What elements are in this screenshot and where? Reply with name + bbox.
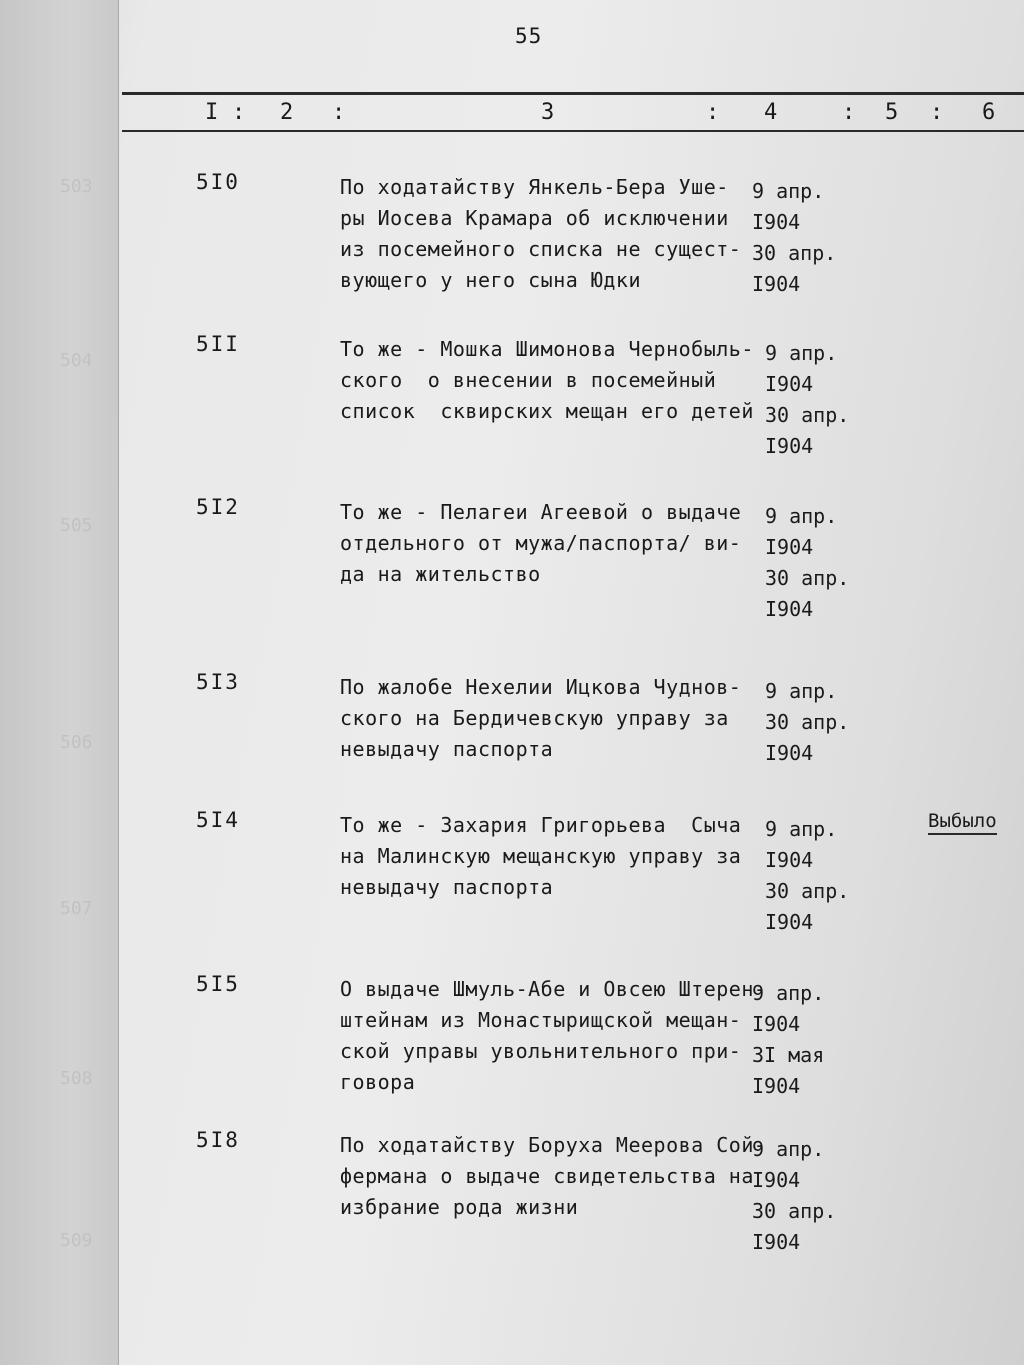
date-line: I904 bbox=[752, 272, 801, 296]
description-line: избрание рода жизни bbox=[340, 1195, 579, 1219]
date-line: 30 апр. bbox=[765, 566, 850, 590]
description-line: То же - Захария Григорьева Сыча bbox=[340, 813, 742, 837]
entry-number: 5I0 bbox=[196, 170, 240, 194]
date-line: I904 bbox=[752, 1230, 801, 1254]
entry-description bbox=[340, 497, 741, 590]
description-line: То же - Пелагеи Агеевой о выдаче bbox=[340, 500, 742, 524]
margin-number: 506 bbox=[60, 732, 93, 753]
description-line: да на жительство bbox=[340, 562, 541, 586]
header-col-3: 3 bbox=[541, 100, 555, 125]
entry-dates bbox=[752, 978, 824, 1102]
description-line: По жалобе Нехелии Ицкова Чуднов- bbox=[340, 675, 742, 699]
entry-note: Выбыло bbox=[928, 810, 997, 835]
date-line: I904 bbox=[765, 535, 814, 559]
date-line: I904 bbox=[752, 1168, 801, 1192]
date-line: 30 апр. bbox=[765, 879, 850, 903]
header-col-2: 2 bbox=[280, 100, 294, 125]
binding-spine bbox=[0, 0, 119, 1365]
description-line: ры Иосева Крамара об исключении bbox=[340, 206, 729, 230]
entry-dates bbox=[765, 814, 849, 938]
date-line: I904 bbox=[765, 597, 814, 621]
description-line: фермана о выдаче свидетельства на bbox=[340, 1164, 754, 1188]
margin-number: 509 bbox=[60, 1230, 93, 1251]
description-line: ского на Бердичевскую управу за bbox=[340, 706, 729, 730]
entry-description bbox=[340, 334, 754, 427]
header-rule-bottom bbox=[122, 130, 1024, 132]
margin-number: 505 bbox=[60, 515, 93, 536]
margin-number: 503 bbox=[60, 176, 93, 197]
description-line: По ходатайству Боруха Меерова Сой- bbox=[340, 1133, 767, 1157]
description-line: ского о внесении в посемейный bbox=[340, 368, 717, 392]
date-line: 9 апр. bbox=[752, 179, 825, 203]
entry-number: 5I3 bbox=[196, 670, 240, 694]
margin-number: 508 bbox=[60, 1068, 93, 1089]
entry-description bbox=[340, 974, 766, 1098]
header-rule-top bbox=[122, 92, 1024, 95]
header-col-5: 5 bbox=[885, 100, 899, 125]
margin-number: 504 bbox=[60, 350, 93, 371]
header-sep: : bbox=[706, 100, 720, 125]
header-sep: : bbox=[930, 100, 944, 125]
header-col-6: 6 bbox=[982, 100, 996, 125]
date-line: I904 bbox=[765, 741, 814, 765]
entry-dates bbox=[765, 338, 849, 462]
entry-number: 5II bbox=[196, 332, 240, 356]
header-sep: : bbox=[842, 100, 856, 125]
date-line: 30 апр. bbox=[765, 403, 850, 427]
description-line: из посемейного списка не сущест- bbox=[340, 237, 742, 261]
date-line: 9 апр. bbox=[765, 679, 838, 703]
date-line: 3I мая bbox=[752, 1043, 825, 1067]
entry-number: 5I2 bbox=[196, 495, 240, 519]
header-col-1: I bbox=[205, 100, 219, 125]
date-line: 9 апр. bbox=[765, 817, 838, 841]
date-line: I904 bbox=[765, 372, 814, 396]
description-line: По ходатайству Янкель-Бера Уше- bbox=[340, 175, 729, 199]
description-line: невыдачу паспорта bbox=[340, 737, 554, 761]
date-line: 9 апр. bbox=[752, 981, 825, 1005]
date-line: 30 апр. bbox=[752, 241, 837, 265]
entry-dates bbox=[752, 1134, 836, 1258]
date-line: 9 апр. bbox=[765, 341, 838, 365]
description-line: на Малинскую мещанскую управу за bbox=[340, 844, 742, 868]
entry-description bbox=[340, 810, 741, 903]
date-line: I904 bbox=[752, 210, 801, 234]
entry-number: 5I5 bbox=[196, 972, 240, 996]
description-line: ской управы увольнительного при- bbox=[340, 1039, 742, 1063]
date-line: I904 bbox=[752, 1074, 801, 1098]
header-col-4: 4 bbox=[764, 100, 778, 125]
entry-dates bbox=[765, 676, 849, 769]
entry-description bbox=[340, 172, 741, 296]
entry-number: 5I4 bbox=[196, 808, 240, 832]
entry-description bbox=[340, 1130, 766, 1223]
date-line: 30 апр. bbox=[765, 710, 850, 734]
entry-dates bbox=[765, 501, 849, 625]
date-line: I904 bbox=[765, 848, 814, 872]
margin-number: 507 bbox=[60, 898, 93, 919]
description-line: говора bbox=[340, 1070, 416, 1094]
description-line: штейнам из Монастырищской мещан- bbox=[340, 1008, 742, 1032]
header-sep: : bbox=[332, 100, 346, 125]
description-line: вующего у него сына Юдки bbox=[340, 268, 641, 292]
description-line: невыдачу паспорта bbox=[340, 875, 554, 899]
description-line: О выдаче Шмуль-Абе и Овсею Штерен- bbox=[340, 977, 767, 1001]
date-line: 9 апр. bbox=[765, 504, 838, 528]
description-line: список сквирских мещан его детей bbox=[340, 399, 754, 423]
date-line: 30 апр. bbox=[752, 1199, 837, 1223]
description-line: То же - Мошка Шимонова Чернобыль- bbox=[340, 337, 754, 361]
header-sep: : bbox=[232, 100, 246, 125]
date-line: I904 bbox=[765, 910, 814, 934]
date-line: 9 апр. bbox=[752, 1137, 825, 1161]
page-number: 55 bbox=[515, 24, 543, 48]
date-line: I904 bbox=[765, 434, 814, 458]
description-line: отдельного от мужа/паспорта/ ви- bbox=[340, 531, 742, 555]
entry-description bbox=[340, 672, 741, 765]
entry-dates bbox=[752, 176, 836, 300]
entry-number: 5I8 bbox=[196, 1128, 240, 1152]
date-line: I904 bbox=[752, 1012, 801, 1036]
